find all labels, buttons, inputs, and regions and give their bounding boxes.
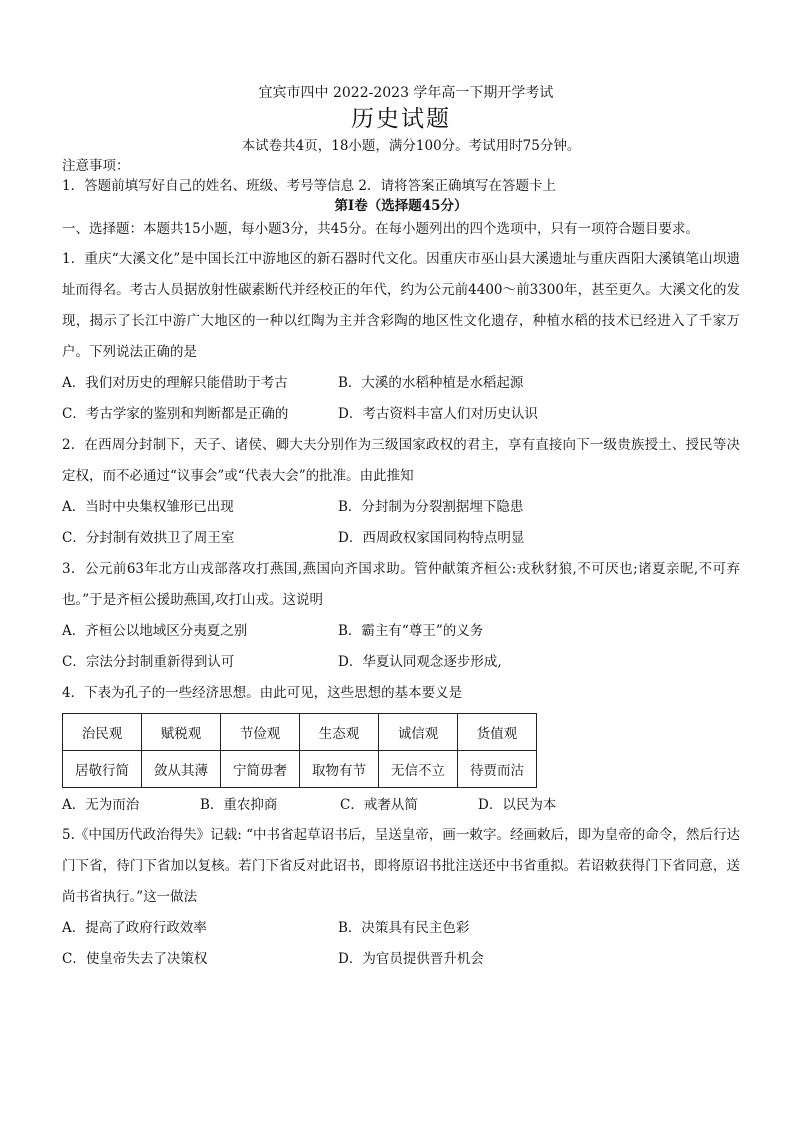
option-d: D．西周政权家国同构特点明显 xyxy=(338,530,525,546)
options-row xyxy=(62,790,740,820)
option-a: A．提高了政府行政效率 xyxy=(62,920,207,936)
options-row xyxy=(62,944,740,975)
options-row xyxy=(62,368,740,399)
option-d: D．考古资料丰富人们对历史认识 xyxy=(338,406,538,422)
table-header-cell: 赋税观 xyxy=(142,714,221,751)
option-b: B．分封制为分裂割据埋下隐患 xyxy=(338,499,524,515)
question-4 xyxy=(62,678,740,820)
question-stem: 2．在西周分封制下，天子、诸侯、卿大夫分别作为三级国家政权的君主，享有直接向下一级贵族授土、授民等决定权，而不必通过“议事会”或“代表大会”的批准。由此推知 xyxy=(62,437,740,484)
question-stem: 5.《中国历代政治得失》记载: “中书省起草诏书后，呈送皇帝，画一敕字。经画敕后，即为皇帝的命令，然后行达门下省，待门下省加以复核。若门下省反对此诏书，即将原诏书批注送还中书省重拟。若诏敕获得门下省同意，送尚书省执行。”这一做法 xyxy=(62,827,740,905)
table-cell: 宁简毋奢 xyxy=(221,751,300,788)
options-row xyxy=(62,616,740,647)
table-header-cell: 诚信观 xyxy=(379,714,458,751)
question-stem: 1．重庆“大溪文化”是中国长江中游地区的新石器时代文化。因重庆市巫山县大溪遗址与重庆酉阳大溪镇笔山坝遗址而得名。考古人员据放射性碳素断代并经校正的年代，约为公元前4400～前3300年，甚至更久。大溪文化的发现，揭示了长江中游广大地区的一种以红陶为主并含彩陶的地区性文化遗存，种植水稻的技术已经进入了千家万户。下列说法正确的是 xyxy=(62,251,740,360)
option-b: B．大溪的水稻种植是水稻起源 xyxy=(338,375,524,391)
option-d: D．为官员提供晋升机会 xyxy=(338,951,484,967)
option-c: C．分封制有效拱卫了周王室 xyxy=(62,530,235,546)
question-1 xyxy=(62,244,740,430)
table-cell: 敛从其薄 xyxy=(142,751,221,788)
question-2 xyxy=(62,430,740,554)
notes-items: 1．答题前填写好自己的姓名、班级、考号等信息 2．请将答案正确填写在答题卡上 xyxy=(62,178,556,194)
option-a: A．无为而治 xyxy=(62,797,140,813)
question-5 xyxy=(62,820,740,975)
options-row xyxy=(62,399,740,430)
table-header-cell: 生态观 xyxy=(300,714,379,751)
option-c: C．考古学家的鉴别和判断都是正确的 xyxy=(62,406,289,422)
exam-info: 本试卷共4页，18小题，满分100分。考试用时75分钟。 xyxy=(241,138,581,154)
option-b: B．霸主有“尊王”的义务 xyxy=(338,623,484,639)
options-row xyxy=(62,523,740,554)
option-a: A．我们对历史的理解只能借助于考古 xyxy=(62,375,288,391)
section-title: 第Ⅰ卷（选择题45分） xyxy=(334,198,468,214)
table-header-cell: 货值观 xyxy=(458,714,537,751)
exam-title: 历史试题 xyxy=(351,106,451,132)
option-b: B．决策具有民主色彩 xyxy=(338,920,470,936)
option-c: C．使皇帝失去了决策权 xyxy=(62,951,208,967)
option-c: C．宗法分封制重新得到认可 xyxy=(62,654,235,670)
economic-thought-table xyxy=(62,713,537,788)
section-intro: 一、选择题：本题共15小题，每小题3分，共45分。在每小题列出的四个选项中，只有一项符合题目要求。 xyxy=(62,221,699,237)
option-a: A．当时中央集权雏形已出现 xyxy=(62,499,234,515)
table-header-cell: 节俭观 xyxy=(221,714,300,751)
table-cell: 取物有节 xyxy=(300,751,379,788)
option-d: D．以民为本 xyxy=(478,797,557,813)
table-cell: 居敬行简 xyxy=(63,751,142,788)
exam-page xyxy=(62,84,740,975)
notes-heading: 注意事项： xyxy=(62,158,130,174)
table-row xyxy=(63,751,537,788)
table-header-row xyxy=(63,714,537,751)
question-stem: 3．公元前63年北方山戎部落攻打燕国,燕国向齐国求助。管仲献策齐桓公:戎秋豺狼,不可厌也;诸夏亲昵,不可弃也。”于是齐桓公援助燕国,攻打山戎。这说明 xyxy=(62,561,740,608)
table-cell: 无信不立 xyxy=(379,751,458,788)
option-d: D．华夏认同观念逐步形成, xyxy=(338,654,502,670)
option-c: C．戒奢从简 xyxy=(340,797,418,813)
options-row xyxy=(62,492,740,523)
table-header-cell: 治民观 xyxy=(63,714,142,751)
school-line: 宜宾市四中 2022-2023 学年高一下期开学考试 xyxy=(258,85,554,101)
options-row xyxy=(62,913,740,944)
question-stem: 4．下表为孔子的一些经济思想。由此可见，这些思想的基本要义是 xyxy=(62,685,463,701)
question-3 xyxy=(62,554,740,678)
option-b: B．重农抑商 xyxy=(200,797,278,813)
option-a: A．齐桓公以地域区分夷夏之别 xyxy=(62,623,248,639)
options-row xyxy=(62,647,740,678)
table-cell: 待贾而沽 xyxy=(458,751,537,788)
